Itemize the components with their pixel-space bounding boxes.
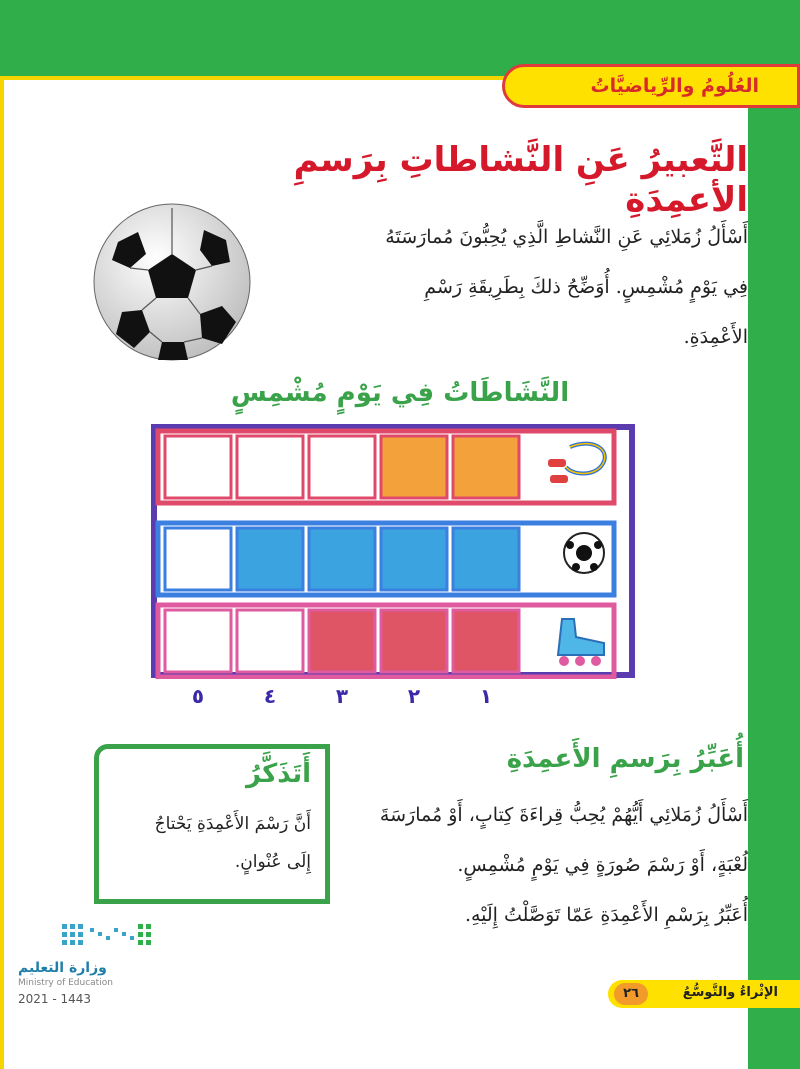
section2-line: أُعَبِّرُ بِرَسْمِ الأَعْمِدَةِ عَمّا تَوَصَّلْتُ إِلَيْهِ.: [464, 904, 748, 926]
chart-title: النَّشَاطَاتُ فِي يَوْمٍ مُشْمِسٍ: [230, 378, 570, 408]
chart-bar-cell: [453, 528, 519, 590]
chart-bar-cell: [381, 528, 447, 590]
chart-bar-cell: [309, 610, 375, 672]
ministry-name-ar: وزارة التعليم: [18, 960, 107, 976]
soccer-ball-icon: [92, 202, 252, 362]
chart-empty-cell: [237, 610, 303, 672]
footer-label: الإثْراءُ والتَّوسُّعُ: [682, 985, 778, 1000]
x-tick-label: ٤: [263, 684, 277, 708]
section-subtitle: أُعَبِّرُ بِرَسمِ الأَعمِدَةِ: [506, 744, 744, 774]
section2-line: لُعْبَةٍ، أَوْ رَسْمَ صُورَةٍ فِي يَوْمٍ مُشْمِسٍ.: [457, 854, 748, 876]
chart-empty-cell: [309, 436, 375, 498]
intro-paragraph: [328, 212, 748, 362]
ministry-name-en: Ministry of Education: [18, 978, 113, 988]
roller-skate-icon: [558, 619, 604, 666]
chart-bar-cell: [453, 436, 519, 498]
intro-line: فِي يَوْمٍ مُشْمِسٍ. أُوَضِّحُ ذلكَ بِطَرِيقَةِ رَسْمِ: [424, 276, 748, 298]
x-tick-label: ٣: [335, 684, 349, 708]
section-title: العُلُومُ والرِّياضيَّاتُ: [590, 75, 759, 97]
intro-line: الأَعْمِدَةِ.: [683, 326, 748, 348]
chart-empty-cell: [165, 528, 231, 590]
chart-bar-cell: [453, 610, 519, 672]
section-tab: [502, 64, 800, 108]
chart-bar-cell: [237, 528, 303, 590]
remember-line: إِلَى عُنْوانٍ.: [234, 852, 311, 872]
page-number: ٢٦: [614, 983, 648, 1005]
x-tick-label: ٢: [407, 684, 421, 708]
remember-line: أَنَّ رَسْمَ الأَعْمِدَةِ يَحْتاجُ: [154, 814, 311, 834]
chart-bar-cell: [381, 610, 447, 672]
jump-rope-icon: [548, 444, 605, 483]
chart-bar-cell: [381, 436, 447, 498]
section2-line: أَسْأَلُ زُمَلائِي أَيُّهُمْ يُحِبُّ قِراءَةَ كِتابٍ، أَوْ مُمارَسَةَ: [379, 804, 748, 826]
chart-bar-cell: [309, 528, 375, 590]
x-tick-label: ٥: [191, 684, 205, 708]
remember-box: [94, 744, 330, 904]
remember-text: [111, 805, 311, 881]
remember-title: أَتَذَكَّرُ: [246, 759, 311, 789]
ministry-year: 2021 - 1443: [18, 992, 92, 1006]
chart-empty-cell: [165, 436, 231, 498]
page-title: التَّعبيرُ عَنِ النَّشاطاتِ بِرَسمِ الأعمِدَةِ: [293, 140, 748, 220]
intro-line: أَسْأَلُ زُمَلائِي عَنِ النَّشاطِ الَّذِي يُحِبُّونَ مُمارَسَتَهُ: [385, 226, 748, 248]
chart-empty-cell: [237, 436, 303, 498]
x-tick-label: ١: [479, 684, 493, 708]
chart-empty-cell: [165, 610, 231, 672]
section2-paragraph: [338, 790, 748, 940]
football-icon: [564, 533, 604, 573]
bar-chart: [150, 423, 636, 679]
right-green-band: [748, 76, 800, 1069]
ministry-dots-icon: [58, 918, 158, 954]
